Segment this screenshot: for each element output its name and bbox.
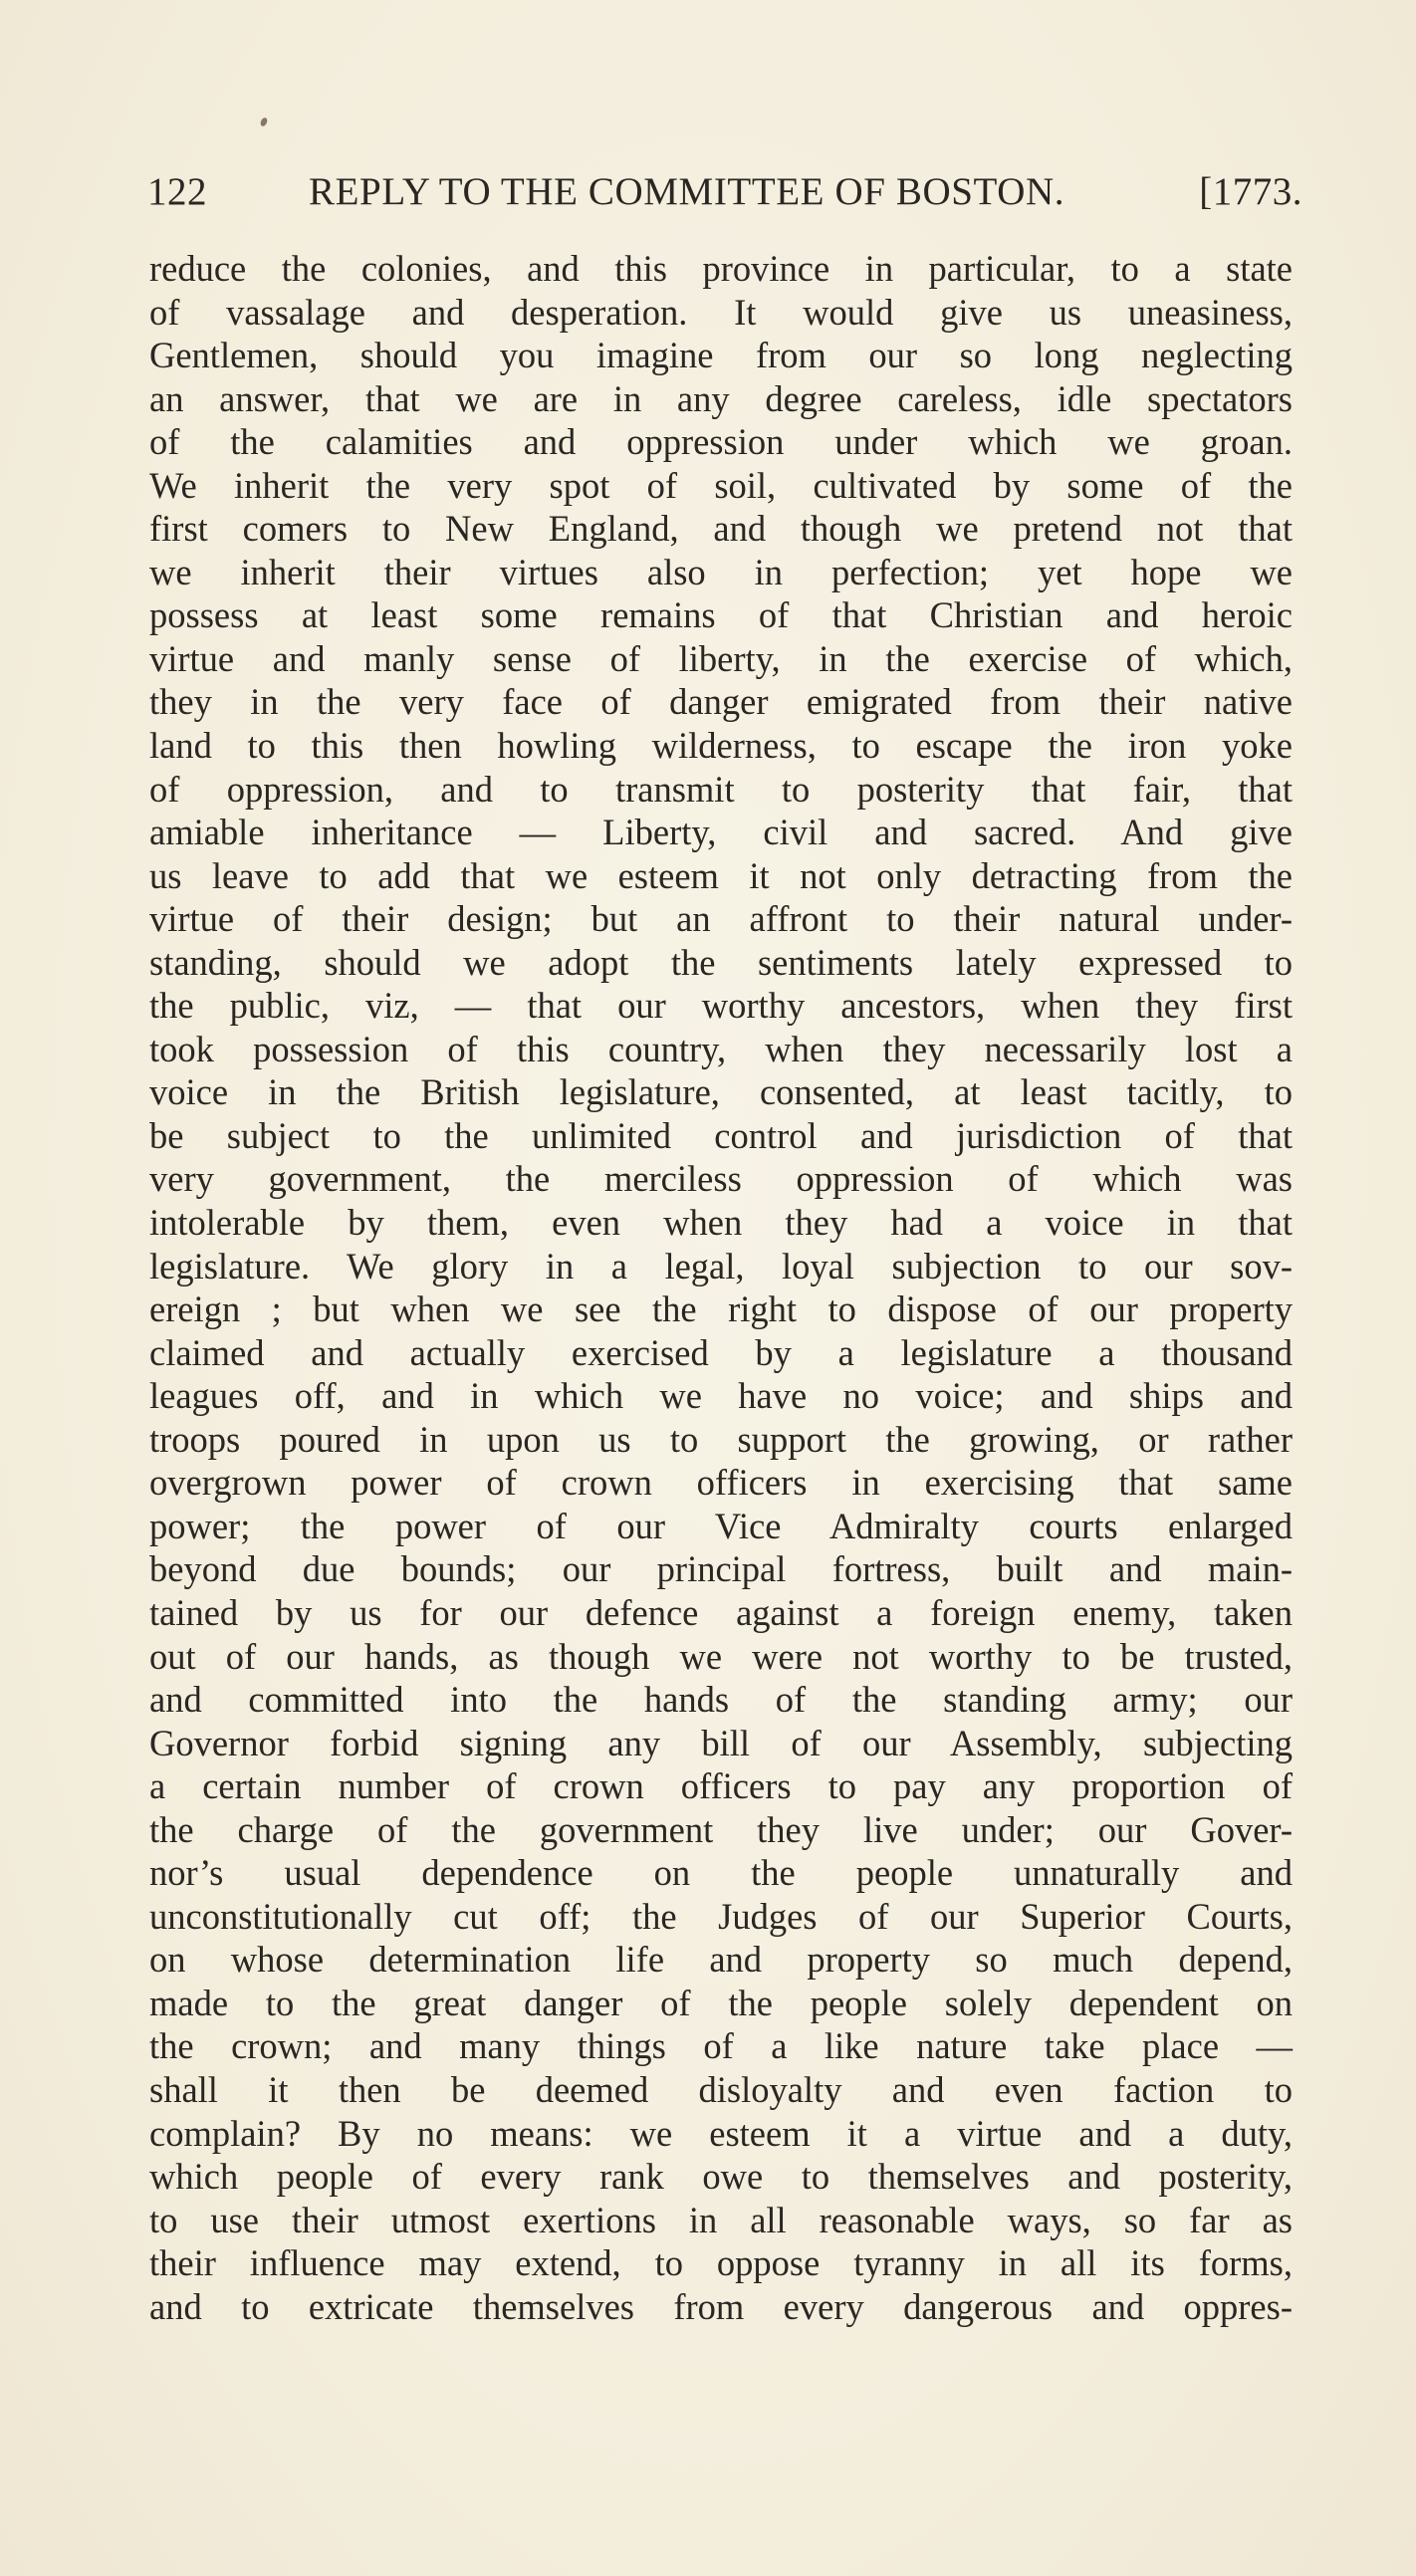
text-line: which people of every rank owe to themselves and posterity, <box>149 2156 1293 2198</box>
text-line: intolerable by them, even when they had a voice in that <box>149 1202 1293 1244</box>
text-line: possess at least some remains of that Christian and heroic <box>149 594 1293 636</box>
running-year: [1773. <box>1199 170 1302 213</box>
text-line: virtue and manly sense of liberty, in the exercise of which, <box>149 637 1293 679</box>
text-line: legislature. We glory in a legal, loyal subjection to our sov- <box>149 1245 1293 1287</box>
text-line: virtue of their design; but an affront to their natural under- <box>149 898 1293 940</box>
text-line: on whose determination life and property so much depend, <box>149 1939 1293 1981</box>
text-line: We inherit the very spot of soil, cultivated by some of the <box>149 464 1293 506</box>
text-line: beyond due bounds; our principal fortress, built and main- <box>149 1548 1293 1590</box>
text-line: claimed and actually exercised by a legislature a thousand <box>149 1331 1293 1373</box>
text-line: a certain number of crown officers to pay any proportion of <box>149 1765 1293 1807</box>
body-text <box>149 247 1293 2328</box>
text-line: us leave to add that we esteem it not only detracting from the <box>149 854 1293 896</box>
text-line: voice in the British legislature, consented, at least tacitly, to <box>149 1071 1293 1113</box>
text-line: amiable inheritance — Liberty, civil and sacred. And give <box>149 812 1293 853</box>
text-line: the charge of the government they live under; our Gover- <box>149 1808 1293 1850</box>
text-line: power; the power of our Vice Admiralty courts enlarged <box>149 1505 1293 1546</box>
text-line: of oppression, and to transmit to posterity that fair, that <box>149 768 1293 810</box>
text-line: of the calamities and oppression under which we groan. <box>149 421 1293 463</box>
text-line: the public, viz, — that our worthy ancestors, when they first <box>149 985 1293 1027</box>
text-line: they in the very face of danger emigrated from their native <box>149 681 1293 723</box>
text-line: Gentlemen, should you imagine from our so long neglecting <box>149 335 1293 376</box>
text-line: troops poured in upon us to support the growing, or rather <box>149 1418 1293 1460</box>
text-line: the crown; and many things of a like nature take place — <box>149 2025 1293 2067</box>
text-line: nor’s usual dependence on the people unnaturally and <box>149 1852 1293 1894</box>
ink-speck <box>259 117 268 127</box>
text-line: leagues off, and in which we have no voice; and ships and <box>149 1375 1293 1417</box>
text-line: made to the great danger of the people solely dependent on <box>149 1982 1293 2023</box>
text-line: we inherit their virtues also in perfection; yet hope we <box>149 551 1293 592</box>
text-line: out of our hands, as though we were not worthy to be trusted, <box>149 1635 1293 1677</box>
text-line: their influence may extend, to oppose tyranny in all its forms, <box>149 2242 1293 2284</box>
text-line: shall it then be deemed disloyalty and even faction to <box>149 2068 1293 2110</box>
text-line: to use their utmost exertions in all reasonable ways, so far as <box>149 2199 1293 2240</box>
page-number: 122 <box>147 170 207 213</box>
text-line: land to this then howling wilderness, to escape the iron yoke <box>149 725 1293 767</box>
text-line: complain? By no means: we esteem it a virtue and a duty, <box>149 2112 1293 2154</box>
text-line: reduce the colonies, and this province in particular, to a state <box>149 248 1293 289</box>
running-head <box>147 165 1302 219</box>
running-title: REPLY TO THE COMMITTEE OF BOSTON. <box>309 170 1065 213</box>
text-line: and to extricate themselves from every dangerous and oppres- <box>149 2285 1293 2327</box>
text-line: very government, the merciless oppression of which was <box>149 1158 1293 1200</box>
text-line: took possession of this country, when they necessarily lost a <box>149 1028 1293 1069</box>
text-line: overgrown power of crown officers in exercising that same <box>149 1462 1293 1504</box>
text-line: of vassalage and desperation. It would give us uneasiness, <box>149 291 1293 333</box>
text-line: be subject to the unlimited control and jurisdiction of that <box>149 1114 1293 1156</box>
text-line: tained by us for our defence against a foreign enemy, taken <box>149 1591 1293 1633</box>
text-line: ereign ; but when we see the right to dispose of our property <box>149 1288 1293 1330</box>
text-line: Governor forbid signing any bill of our Assembly, subjecting <box>149 1722 1293 1763</box>
text-line: and committed into the hands of the standing army; our <box>149 1679 1293 1721</box>
text-line: unconstitutionally cut off; the Judges of our Superior Courts, <box>149 1895 1293 1937</box>
text-line: standing, should we adopt the sentiments lately expressed to <box>149 941 1293 983</box>
text-line: an answer, that we are in any degree careless, idle spectators <box>149 377 1293 419</box>
text-line: first comers to New England, and though we pretend not that <box>149 508 1293 550</box>
